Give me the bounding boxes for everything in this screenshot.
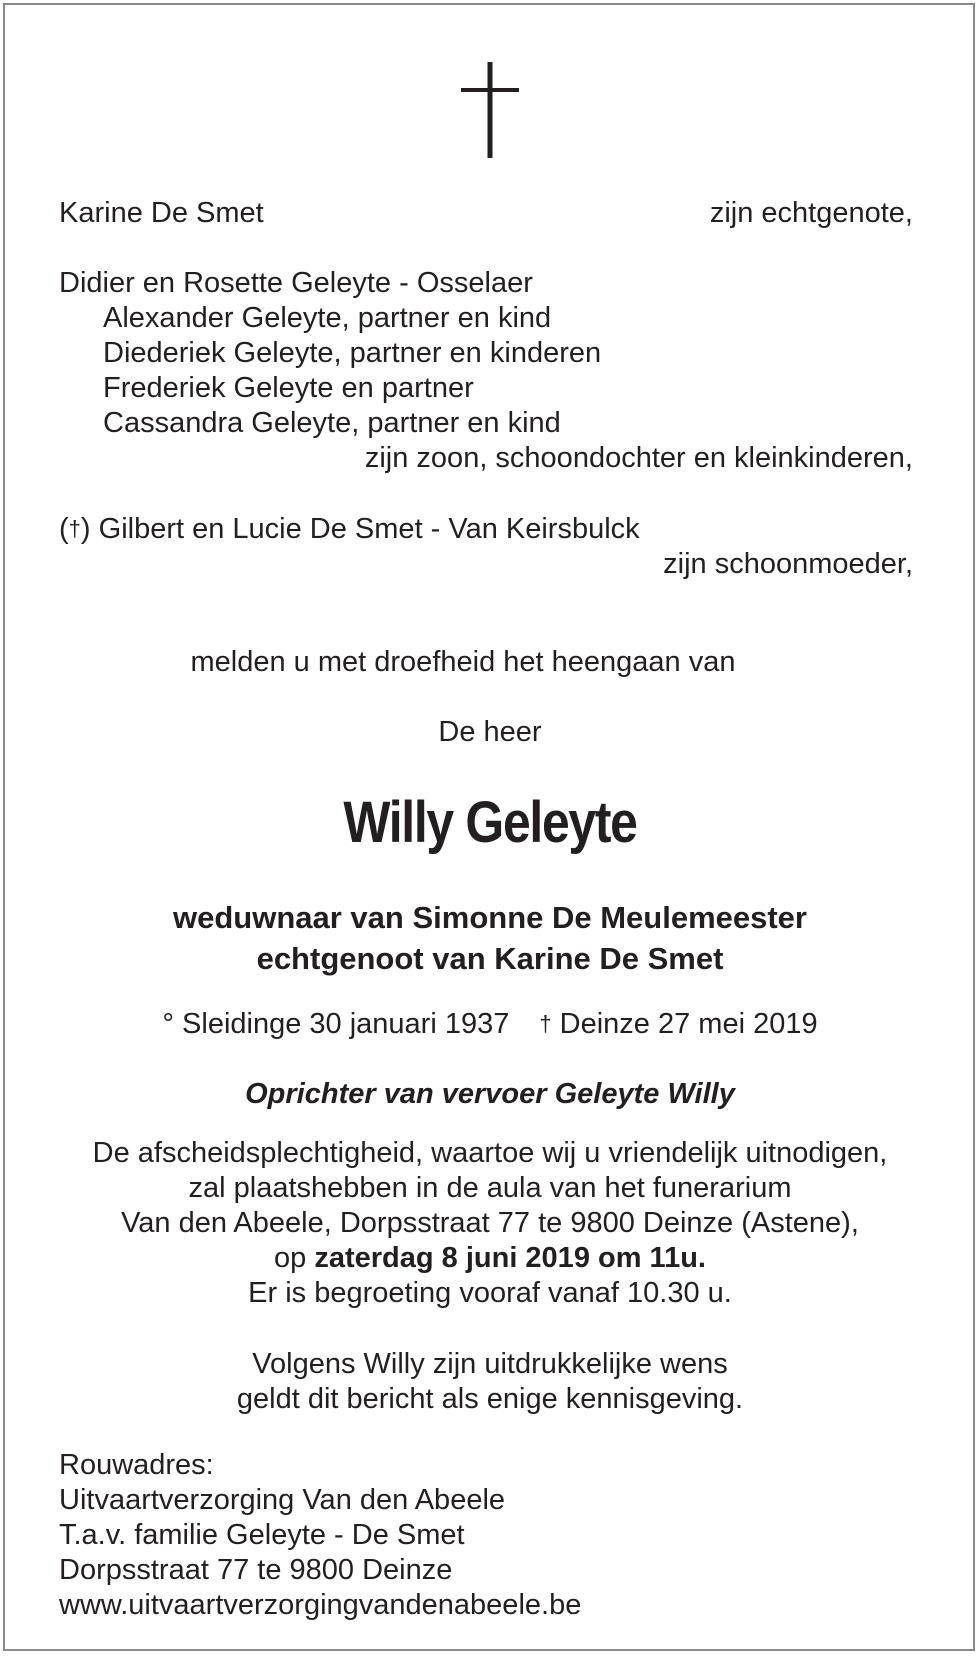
address-website: www.uitvaartverzorgingvandenabeele.be: [59, 1589, 582, 1621]
address-line-3: Dorpsstraat 77 te 9800 Deinze: [59, 1554, 453, 1586]
inlaws-role: zijn schoonmoeder,: [663, 548, 913, 580]
birth-date: ° Sleidinge 30 januari 1937: [162, 1008, 510, 1040]
ceremony-line-1: De afscheidsplechtigheid, waartoe wij u vriendelijk uitnodigen,: [92, 1137, 888, 1169]
address-line-2: T.a.v. familie Geleyte - De Smet: [59, 1519, 465, 1551]
grandchild-1: Alexander Geleyte, partner en kind: [103, 302, 552, 334]
address-line-1: Uitvaartverzorging Van den Abeele: [59, 1484, 506, 1516]
founder-line: Oprichter van vervoer Geleyte Willy: [245, 1078, 735, 1110]
announcement-title: De heer: [438, 716, 542, 748]
inlaws-prefix: (: [59, 513, 69, 545]
grandchild-3: Frederiek Geleyte en partner: [103, 372, 474, 404]
death-date: Deinze 27 mei 2019: [559, 1008, 818, 1040]
widower-line: weduwnaar van Simonne De Meulemeester: [173, 900, 807, 935]
inlaws-line: [59, 512, 640, 548]
spouse-name: Karine De Smet: [59, 197, 264, 229]
inlaws-names: ) Gilbert en Lucie De Smet - Van Keirsbulck: [80, 513, 640, 545]
dagger-icon: †: [68, 516, 81, 541]
ceremony-on: op: [274, 1242, 315, 1274]
ceremony-date: zaterdag 8 juni 2019 om 11u.: [314, 1242, 706, 1274]
ceremony-line-5: Er is begroeting vooraf vanaf 10.30 u.: [248, 1277, 732, 1309]
ceremony-line-2: zal plaatshebben in de aula van het funerarium: [188, 1172, 792, 1204]
deceased-name: Willy Geleyte: [343, 790, 637, 855]
son-couple: Didier en Rosette Geleyte - Osselaer: [59, 267, 533, 299]
dates-line: [0, 1007, 980, 1043]
wish-line-2: geldt dit bericht als enige kennisgeving.: [236, 1383, 744, 1415]
ceremony-line-4: [0, 1241, 980, 1275]
wish-line-1: Volgens Willy zijn uitdrukkelijke wens: [252, 1348, 728, 1380]
spouse-of-line: echtgenoot van Karine De Smet: [256, 941, 724, 976]
spouse-role: zijn echtgenote,: [709, 197, 913, 229]
son-role: zijn zoon, schoondochter en kleinkinderen,: [364, 442, 913, 474]
grandchild-2: Diederiek Geleyte, partner en kinderen: [103, 337, 602, 369]
grandchild-4: Cassandra Geleyte, partner en kind: [103, 407, 561, 439]
ceremony-line-3: Van den Abeele, Dorpsstraat 77 te 9800 Deinze (Astene),: [121, 1207, 859, 1239]
death-dagger-icon: †: [539, 1011, 552, 1036]
address-label: Rouwadres:: [59, 1449, 214, 1481]
announcement-intro: melden u met droefheid het heengaan van: [190, 646, 736, 678]
cross-icon: [461, 62, 519, 158]
